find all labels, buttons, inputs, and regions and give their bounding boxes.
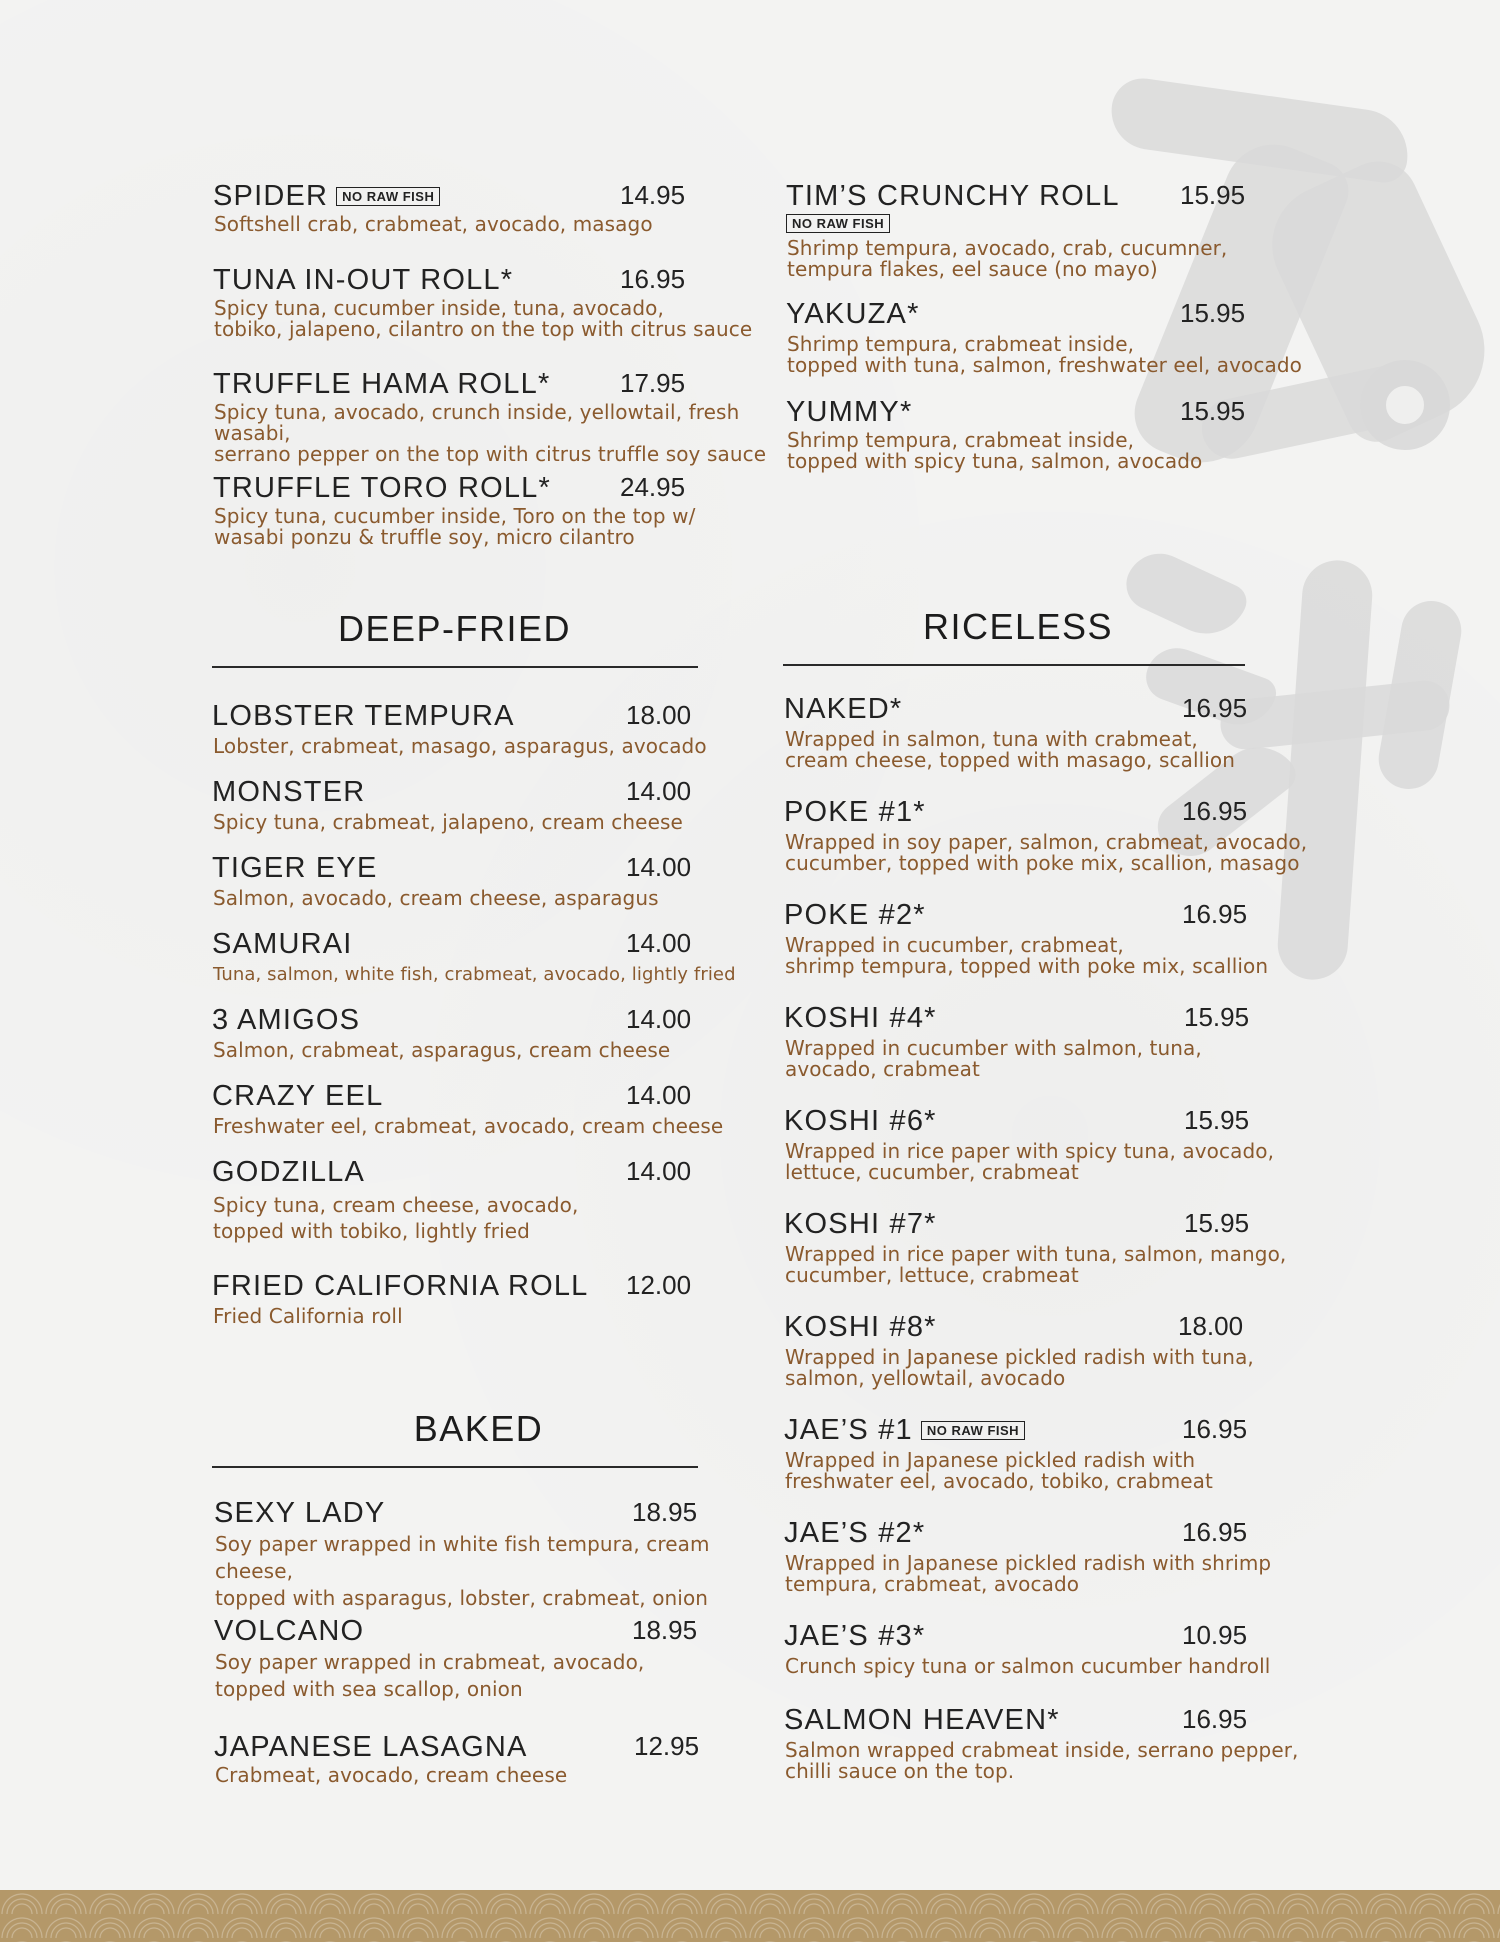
item-description: Spicy tuna, avocado, crunch inside, yellowtail, fresh wasabi, serrano pepper on the top with citrus truffle soy sauce [214, 400, 767, 466]
item-description: Wrapped in Japanese pickled radish with shrimp tempura, crabmeat, avocado [785, 1551, 1272, 1596]
item-name: POKE #2* [784, 899, 926, 931]
item-price: 18.95 [632, 1615, 698, 1645]
item-description: Shrimp tempura, avocado, crab, cucumner, tempura flakes, eel sauce (no mayo) [787, 236, 1228, 281]
item-price: 16.95 [1182, 1704, 1248, 1734]
item-price: 14.00 [626, 1080, 692, 1110]
item-price: 18.00 [626, 700, 692, 730]
item-name: SALMON HEAVEN* [784, 1704, 1060, 1736]
item-description: Wrapped in rice paper with spicy tuna, avocado, lettuce, cucumber, crabmeat [785, 1139, 1275, 1184]
section-title-riceless: RICELESS [922, 606, 1114, 647]
section-divider [783, 664, 1245, 666]
footer-wave-pattern [0, 1890, 1500, 1942]
item-description: Shrimp tempura, crabmeat inside, topped with spicy tuna, salmon, avocado [787, 428, 1203, 473]
item-name: KOSHI #7* [784, 1208, 937, 1240]
item-name: SEXY LADY [214, 1497, 386, 1529]
item-price: 16.95 [1182, 1414, 1248, 1444]
item-description: Salmon, avocado, cream cheese, asparagus [213, 886, 659, 910]
item-description: Wrapped in Japanese pickled radish with tuna, salmon, yellowtail, avocado [785, 1345, 1254, 1390]
item-description: Salmon wrapped crabmeat inside, serrano pepper, chilli sauce on the top. [785, 1738, 1299, 1783]
item-name: KOSHI #6* [784, 1105, 937, 1137]
item-name: KOSHI #4* [784, 1002, 937, 1034]
item-name: MONSTER [212, 776, 366, 808]
item-name: POKE #1* [784, 796, 926, 828]
item-price: 15.95 [1184, 1105, 1250, 1135]
item-price: 14.00 [626, 1156, 692, 1186]
no-raw-fish-badge: NO RAW FISH [336, 187, 440, 206]
item-price: 15.95 [1180, 396, 1246, 426]
item-name: LOBSTER TEMPURA [212, 700, 515, 732]
item-description: Wrapped in rice paper with tuna, salmon, mango, cucumber, lettuce, crabmeat [785, 1242, 1287, 1287]
item-description: Spicy tuna, cream cheese, avocado, topped with tobiko, lightly fried [213, 1193, 579, 1243]
item-price: 14.00 [626, 1004, 692, 1034]
item-name: TRUFFLE TORO ROLL* [213, 472, 551, 504]
item-name: TUNA IN-OUT ROLL* [213, 264, 514, 296]
item-price: 24.95 [620, 472, 686, 502]
item-description: Fried California roll [213, 1304, 403, 1328]
item-description: Wrapped in cucumber, crabmeat, shrimp tempura, topped with poke mix, scallion [785, 933, 1269, 978]
item-name: 3 AMIGOS [212, 1004, 361, 1036]
item-description: Crabmeat, avocado, cream cheese [215, 1763, 568, 1787]
item-name: FRIED CALIFORNIA ROLL [212, 1270, 589, 1302]
item-description: Softshell crab, crabmeat, avocado, masago [214, 212, 653, 236]
section-divider [212, 666, 698, 668]
item-price: 12.95 [634, 1731, 700, 1761]
item-price: 18.95 [632, 1497, 698, 1527]
section-title-baked: BAKED [413, 1408, 544, 1449]
item-description: Soy paper wrapped in crabmeat, avocado, topped with sea scallop, onion [215, 1650, 645, 1701]
item-description: Wrapped in soy paper, salmon, crabmeat, avocado, cucumber, topped with poke mix, scallion, masago [785, 830, 1308, 875]
item-name: YAKUZA* [786, 298, 920, 330]
item-description: Tuna, salmon, white fish, crabmeat, avocado, lightly fried [213, 964, 736, 985]
item-description: Shrimp tempura, crabmeat inside, topped with tuna, salmon, freshwater eel, avocado [787, 332, 1302, 377]
item-description: Freshwater eel, crabmeat, avocado, cream cheese [213, 1114, 724, 1138]
item-price: 14.95 [620, 180, 686, 210]
item-price: 18.00 [1178, 1311, 1244, 1341]
item-name: JAPANESE LASAGNA [214, 1731, 528, 1763]
item-description: Wrapped in Japanese pickled radish with freshwater eel, avocado, tobiko, crabmeat [785, 1448, 1213, 1493]
item-name: NAKED* [784, 693, 903, 725]
section-divider [212, 1466, 698, 1468]
item-name: TIM’S CRUNCHY ROLL [786, 180, 1120, 212]
item-name: YUMMY* [786, 396, 913, 428]
item-price: 16.95 [620, 264, 686, 294]
item-description: Lobster, crabmeat, masago, asparagus, avocado [213, 734, 707, 758]
item-price: 16.95 [1182, 693, 1248, 723]
item-description: Salmon, crabmeat, asparagus, cream cheese [213, 1038, 671, 1062]
item-price: 15.95 [1180, 298, 1246, 328]
item-name: KOSHI #8* [784, 1311, 937, 1343]
item-name: TRUFFLE HAMA ROLL* [213, 368, 551, 400]
item-price: 15.95 [1184, 1208, 1250, 1238]
item-description: Crunch spicy tuna or salmon cucumber handroll [785, 1654, 1271, 1678]
item-price: 16.95 [1182, 899, 1248, 929]
item-price: 12.00 [626, 1270, 692, 1300]
section-title-deep-fried: DEEP-FRIED [337, 608, 572, 649]
no-raw-fish-badge: NO RAW FISH [786, 214, 890, 233]
item-description: Spicy tuna, cucumber inside, tuna, avocado, tobiko, jalapeno, cilantro on the top with citrus sauce [214, 296, 753, 341]
no-raw-fish-badge: NO RAW FISH [921, 1421, 1025, 1440]
item-name: SAMURAI [212, 928, 353, 960]
item-price: 14.00 [626, 852, 692, 882]
item-price: 14.00 [626, 776, 692, 806]
item-description: Wrapped in cucumber with salmon, tuna, avocado, crabmeat [785, 1036, 1202, 1081]
item-name: CRAZY EEL [212, 1080, 384, 1112]
item-description: Soy paper wrapped in white fish tempura, cream cheese, topped with asparagus, lobster, crabmeat, onion [215, 1532, 710, 1610]
item-name: SPIDER [213, 180, 329, 212]
item-description: Wrapped in salmon, tuna with crabmeat, cream cheese, topped with masago, scallion [785, 727, 1236, 772]
item-name: VOLCANO [214, 1615, 365, 1647]
item-description: Spicy tuna, cucumber inside, Toro on the top w/ wasabi ponzu & truffle soy, micro cilantro [214, 504, 696, 549]
item-name: GODZILLA [212, 1156, 366, 1188]
item-name: JAE’S #2* [784, 1517, 926, 1549]
item-price: 16.95 [1182, 1517, 1248, 1547]
item-name: TIGER EYE [212, 852, 378, 884]
item-price: 15.95 [1184, 1002, 1250, 1032]
item-price: 15.95 [1180, 180, 1246, 210]
item-name: JAE’S #1 [784, 1414, 913, 1446]
item-price: 10.95 [1182, 1620, 1248, 1650]
item-description: Spicy tuna, crabmeat, jalapeno, cream cheese [213, 810, 683, 834]
item-price: 17.95 [620, 368, 686, 398]
item-name: JAE’S #3* [784, 1620, 926, 1652]
item-price: 14.00 [626, 928, 692, 958]
item-price: 16.95 [1182, 796, 1248, 826]
